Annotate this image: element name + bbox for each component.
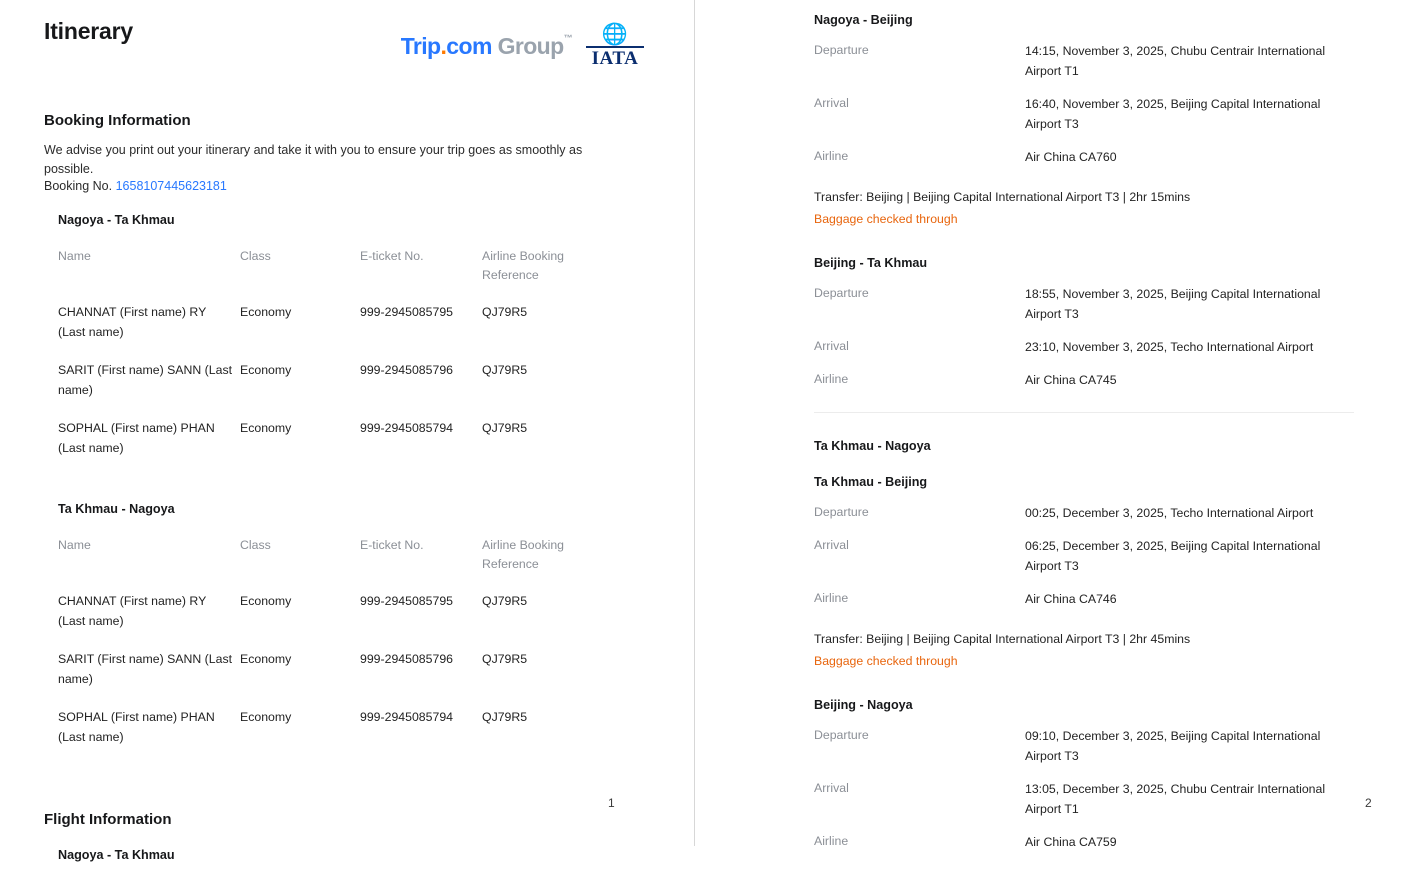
segment-heading: Ta Khmau - Beijing	[814, 475, 928, 489]
cell-class: Economy	[240, 652, 292, 666]
table-row	[58, 360, 614, 418]
label-departure: Departure	[814, 728, 869, 742]
segment-heading: Beijing - Ta Khmau	[814, 256, 928, 270]
page-title: Itinerary	[44, 18, 133, 44]
label-departure: Departure	[814, 286, 869, 300]
flight-segment-beijing-takhmau	[814, 256, 1374, 390]
value-airline: Air China CA759	[1025, 835, 1117, 849]
table-header-row	[58, 247, 614, 302]
value-arrival: 16:40, November 3, 2025, Beijing Capital International Airport T3	[1025, 97, 1321, 131]
cell-eticket: 999-2945085796	[360, 363, 454, 377]
section-divider	[814, 412, 1354, 413]
value-airline: Air China CA745	[1025, 373, 1117, 387]
flight-segment-beijing-nagoya	[814, 698, 1374, 852]
label-arrival: Arrival	[814, 538, 849, 552]
value-departure: 09:10, December 3, 2025, Beijing Capital International Airport T3	[1025, 729, 1321, 763]
column-header-reference: Airline Booking Reference	[482, 249, 565, 282]
flight-information-heading: Flight Information	[44, 811, 172, 828]
cell-class: Economy	[240, 305, 292, 319]
column-header-class: Class	[240, 538, 271, 552]
document-header	[44, 0, 644, 68]
segment-arrival-row	[814, 779, 1374, 819]
transfer-info: Transfer: Beijing | Beijing Capital International Airport T3 | 2hr 15mins	[814, 190, 1191, 204]
segment-departure-row	[814, 726, 1374, 766]
label-airline: Airline	[814, 149, 849, 163]
value-airline: Air China CA746	[1025, 592, 1117, 606]
logo-trip-text: Trip	[400, 32, 441, 59]
globe-icon: 🌐	[601, 23, 629, 46]
cell-name: SOPHAL (First name) PHAN (Last name)	[58, 710, 215, 744]
cell-eticket: 999-2945085794	[360, 710, 454, 724]
logo-trademark: ™	[563, 32, 572, 43]
cell-name: CHANNAT (First name) RY (Last name)	[58, 305, 207, 339]
label-arrival: Arrival	[814, 339, 849, 353]
label-departure: Departure	[814, 43, 869, 57]
passenger-card-route: Ta Khmau - Nagoya	[58, 502, 175, 516]
label-arrival: Arrival	[814, 781, 849, 795]
cell-eticket: 999-2945085795	[360, 305, 454, 319]
value-departure: 18:55, November 3, 2025, Beijing Capital International Airport T3	[1025, 287, 1321, 321]
baggage-note: Baggage checked through	[814, 212, 958, 226]
value-arrival: 23:10, November 3, 2025, Techo International Airport	[1025, 340, 1314, 354]
segment-arrival-row	[814, 94, 1374, 134]
cell-reference: QJ79R5	[482, 594, 528, 608]
flight-card-route-return: Ta Khmau - Nagoya	[814, 439, 931, 453]
tripcom-group-logo	[401, 33, 572, 60]
page-number: 2	[1365, 796, 1372, 810]
cell-reference: QJ79R5	[482, 363, 528, 377]
flight-card-route: Nagoya - Ta Khmau	[58, 848, 175, 862]
page-number: 1	[608, 796, 615, 810]
logo-dot: .	[440, 32, 447, 59]
passenger-table	[58, 536, 614, 765]
label-airline: Airline	[814, 372, 849, 386]
brand-logos	[401, 18, 644, 68]
column-header-name: Name	[58, 538, 91, 552]
passenger-table	[58, 247, 614, 476]
cell-eticket: 999-2945085794	[360, 421, 454, 435]
segment-airline-row	[814, 832, 1374, 852]
segment-airline-row	[814, 370, 1374, 390]
transfer-info: Transfer: Beijing | Beijing Capital International Airport T3 | 2hr 45mins	[814, 632, 1191, 646]
value-arrival: 06:25, December 3, 2025, Beijing Capital International Airport T3	[1025, 539, 1321, 573]
logo-group-text: Group	[497, 32, 564, 59]
advise-text: We advise you print out your itinerary and take it with you to ensure your trip goes as smoothly as possible.	[44, 143, 583, 176]
page-2	[697, 0, 1423, 849]
segment-departure-row	[814, 284, 1374, 324]
cell-class: Economy	[240, 363, 292, 377]
iata-logo	[586, 24, 644, 68]
cell-reference: QJ79R5	[482, 421, 528, 435]
booking-number-line	[44, 179, 644, 193]
segment-heading: Nagoya - Beijing	[814, 13, 913, 27]
segment-heading: Beijing - Nagoya	[814, 698, 913, 712]
page-1	[0, 0, 694, 862]
segment-airline-row	[814, 589, 1374, 609]
value-departure: 14:15, November 3, 2025, Chubu Centrair International Airport T1	[1025, 44, 1326, 78]
logo-com-text: com	[446, 32, 492, 59]
passenger-card-route: Nagoya - Ta Khmau	[58, 213, 175, 227]
table-row	[58, 302, 614, 360]
label-airline: Airline	[814, 591, 849, 605]
column-header-class: Class	[240, 249, 271, 263]
segment-departure-row	[814, 41, 1374, 81]
table-row	[58, 707, 614, 765]
booking-number-label: Booking No.	[44, 179, 113, 193]
segment-arrival-row	[814, 337, 1374, 357]
cell-reference: QJ79R5	[482, 305, 528, 319]
booking-number-link[interactable]: 1658107445623181	[115, 179, 227, 193]
cell-class: Economy	[240, 594, 292, 608]
table-row	[58, 591, 614, 649]
column-header-name: Name	[58, 249, 91, 263]
cell-eticket: 999-2945085796	[360, 652, 454, 666]
label-arrival: Arrival	[814, 96, 849, 110]
cell-reference: QJ79R5	[482, 710, 528, 724]
label-departure: Departure	[814, 505, 869, 519]
table-row	[58, 649, 614, 707]
cell-name: SOPHAL (First name) PHAN (Last name)	[58, 421, 215, 455]
booking-information-heading: Booking Information	[44, 112, 191, 129]
table-header-row	[58, 536, 614, 591]
column-header-reference: Airline Booking Reference	[482, 538, 565, 571]
passenger-card-return	[58, 502, 614, 771]
column-header-eticket: E-ticket No.	[360, 249, 424, 263]
segment-departure-row	[814, 503, 1374, 523]
segment-arrival-row	[814, 536, 1374, 576]
flight-card-outbound	[58, 848, 614, 888]
value-departure: 00:25, December 3, 2025, Techo International Airport	[1025, 506, 1314, 520]
cell-class: Economy	[240, 421, 292, 435]
cell-eticket: 999-2945085795	[360, 594, 454, 608]
table-row	[58, 418, 614, 476]
value-arrival: 13:05, December 3, 2025, Chubu Centrair International Airport T1	[1025, 782, 1326, 816]
cell-class: Economy	[240, 710, 292, 724]
iata-label: IATA	[586, 46, 644, 68]
cell-reference: QJ79R5	[482, 652, 528, 666]
label-airline: Airline	[814, 834, 849, 848]
passenger-card-outbound	[58, 213, 614, 482]
flight-segment-nagoya-beijing	[814, 13, 1374, 228]
cell-name: SARIT (First name) SANN (Last name)	[58, 363, 233, 397]
cell-name: CHANNAT (First name) RY (Last name)	[58, 594, 207, 628]
baggage-note: Baggage checked through	[814, 654, 958, 668]
value-airline: Air China CA760	[1025, 150, 1117, 164]
segment-airline-row	[814, 147, 1374, 167]
column-header-eticket: E-ticket No.	[360, 538, 424, 552]
flight-segment-takhmau-beijing	[814, 475, 1374, 670]
cell-name: SARIT (First name) SANN (Last name)	[58, 652, 233, 686]
page-divider	[694, 0, 695, 846]
